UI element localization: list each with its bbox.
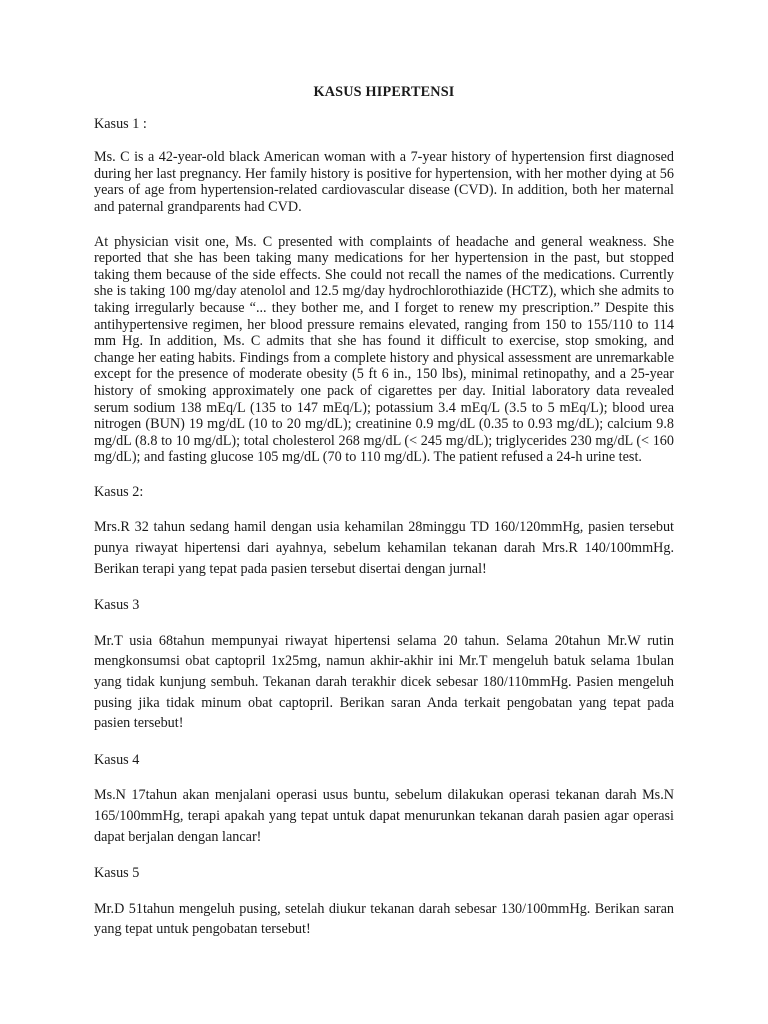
document-title: KASUS HIPERTENSI xyxy=(313,84,455,100)
document-page xyxy=(94,84,674,958)
case-2-paragraph: Mrs.R 32 tahun sedang hamil dengan usia kehamilan 28minggu TD 160/120mmHg, pasien tersebut punya riwayat hipertensi dari ayahnya, sebelum kehamilan tekanan darah Mrs.R 140/100mmHg. Berikan terapi yang tepat pada pasien tersebut disertai dengan jurnal! xyxy=(94,519,674,577)
case-1-paragraph-1: Ms. C is a 42-year-old black American woman with a 7-year history of hypertension first diagnosed during her last pregnancy. Her family history is positive for hypertension, with her mother dying at 56 years of age from hypertension-related cardiovascular disease (CVD). In addition, both her maternal and paternal grandparents had CVD. xyxy=(94,149,674,215)
case-5-paragraph: Mr.D 51tahun mengeluh pusing, setelah diukur tekanan darah sebesar 130/100mmHg. Berikan saran yang tepat untuk pengobatan tersebut! xyxy=(94,900,674,938)
case-4-paragraph: Ms.N 17tahun akan menjalani operasi usus buntu, sebelum dilakukan operasi tekanan darah Ms.N 165/100mmHg, terapi apakah yang tepat untuk dapat menurunkan tekanan darah pasien agar operasi dapat berjalan dengan lancar! xyxy=(94,787,674,845)
case-5-heading: Kasus 5 xyxy=(94,865,140,882)
case-2-heading: Kasus 2: xyxy=(94,483,144,500)
case-1-paragraph-2: At physician visit one, Ms. C presented with complaints of headache and general weakness. She reported that she has been taking many medications for her hypertension in the past, but stopped taking them because of the side effects. She could not recall the names of the medications. Currently she is taking 100 mg/day atenolol and 12.5 mg/day hydrochlorothiazide (HCTZ), which she admits to taking irregularly because “... they bother me, and I forget to renew my prescription.” Despite this antihypertensive regimen, her blood pressure remains elevated, ranging from 150 to 155/110 to 114 mm Hg. In addition, Ms. C admits that she has found it difficult to exercise, stop smoking, and change her eating habits. Findings from a complete history and physical assessment are unremarkable except for the presence of moderate obesity (5 ft 6 in., 150 lbs), minimal retinopathy, and a 25-year history of smoking approximately one pack of cigarettes per day. Initial laboratory data revealed serum sodium 138 mEq/L (135 to 147 mEq/L); potassium 3.4 mEq/L (3.5 to 5 mEq/L); blood urea nitrogen (BUN) 19 mg/dL (10 to 20 mg/dL); creatinine 0.9 mg/dL (0.35 to 0.93 mg/dL); calcium 9.8 mg/dL (8.8 to 10 mg/dL); total cholesterol 268 mg/dL (< 245 mg/dL); triglycerides 230 mg/dL (< 160 mg/dL); and fasting glucose 105 mg/dL (70 to 110 mg/dL). The patient refused a 24-h urine test. xyxy=(94,233,674,466)
case-3-heading: Kasus 3 xyxy=(94,597,140,614)
case-4-heading: Kasus 4 xyxy=(94,751,140,768)
case-3-paragraph: Mr.T usia 68tahun mempunyai riwayat hipertensi selama 20 tahun. Selama 20tahun Mr.W rutin mengkonsumsi obat captopril 1x25mg, namun akhir-akhir ini Mr.T mengeluh batuk selama 1bulan yang tidak kunjung sembuh. Tekanan darah terakhir dicek sebesar 180/110mmHg. Pasien mengeluh pusing jika tidak minum obat captopril. Berikan saran Anda terkait pengobatan yang tepat pada pasien tersebut! xyxy=(94,632,674,732)
case-1-heading: Kasus 1 : xyxy=(94,115,147,132)
